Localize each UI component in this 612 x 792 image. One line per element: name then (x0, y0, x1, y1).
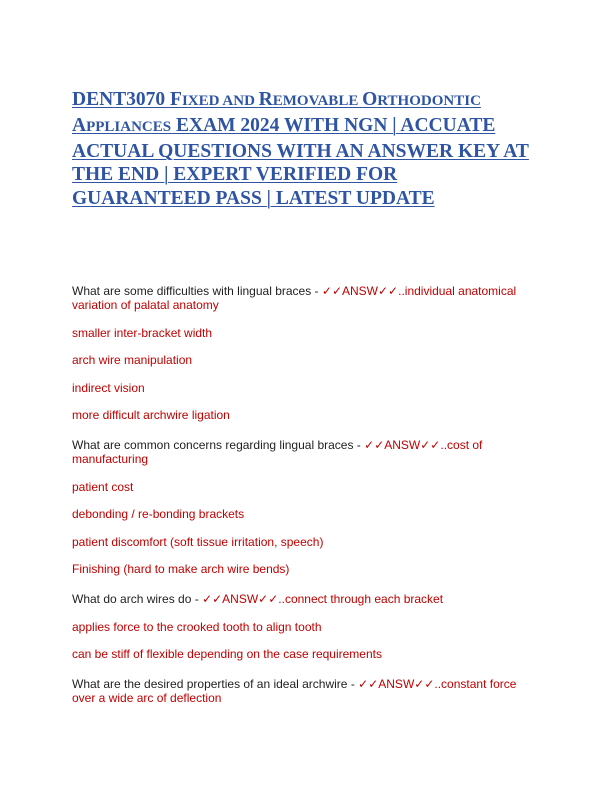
answer-marker: ✓✓ANSW✓✓.. (321, 284, 405, 298)
answer-text: individual anatomical variation of palatal anatomy (72, 284, 517, 312)
answer-text: cost of manufacturing (72, 438, 483, 466)
document-title (72, 88, 530, 211)
answer-line: patient cost (72, 480, 134, 494)
title-part: IXED AND (181, 93, 259, 109)
answer-marker: ✓✓ANSW✓✓.. (358, 677, 442, 691)
title-part: R (258, 89, 273, 110)
answer-marker: ✓✓ANSW✓✓.. (202, 592, 285, 606)
answer-line: smaller inter-bracket width (72, 326, 213, 340)
answer-line: debonding / re-bonding brackets (72, 507, 245, 521)
question-text: What are common concerns regarding lingual braces - (72, 438, 365, 452)
answer-line: arch wire manipulation (72, 353, 193, 367)
question-text: What do arch wires do - (72, 592, 203, 606)
title-part: O (362, 89, 378, 110)
answer-line: more difficult archwire ligation (72, 408, 230, 422)
qa-item-4 (72, 677, 537, 705)
question-text: What are the desired properties of an ideal archwire - (72, 677, 359, 691)
answer-marker: ✓✓ANSW✓✓.. (364, 438, 448, 452)
qa-item-1 (72, 284, 537, 312)
title-part: DENT3070 F (72, 89, 182, 110)
answer-line: patient discomfort (soft tissue irritation, speech) (72, 535, 324, 549)
title-part: PPLIANCES (86, 118, 172, 135)
answer-text: constant force over a wide arc of deflection (72, 677, 517, 705)
answer-line: applies force to the crooked tooth to align tooth (72, 620, 322, 634)
title-part: A (72, 114, 87, 136)
title-part: EXAM 2024 WITH NGN | ACCUATE ACTUAL QUESTIONS WITH AN ANSWER KEY AT THE END | EXPERT VERIFIED FOR GUARANTEED PASS | LATEST UPDATE (72, 114, 529, 210)
answer-line: Finishing (hard to make arch wire bends) (72, 562, 290, 576)
answer-text: connect through each bracket (284, 592, 444, 606)
question-text: What are some difficulties with lingual braces - (72, 284, 322, 298)
answer-line: can be stiff of flexible depending on the case requirements (72, 647, 382, 661)
title-part: RTHODONTIC (377, 93, 481, 109)
answer-line: indirect vision (72, 381, 145, 395)
qa-item-2 (72, 438, 537, 466)
qa-item-3 (72, 592, 537, 606)
title-part: EMOVABLE (272, 93, 363, 109)
